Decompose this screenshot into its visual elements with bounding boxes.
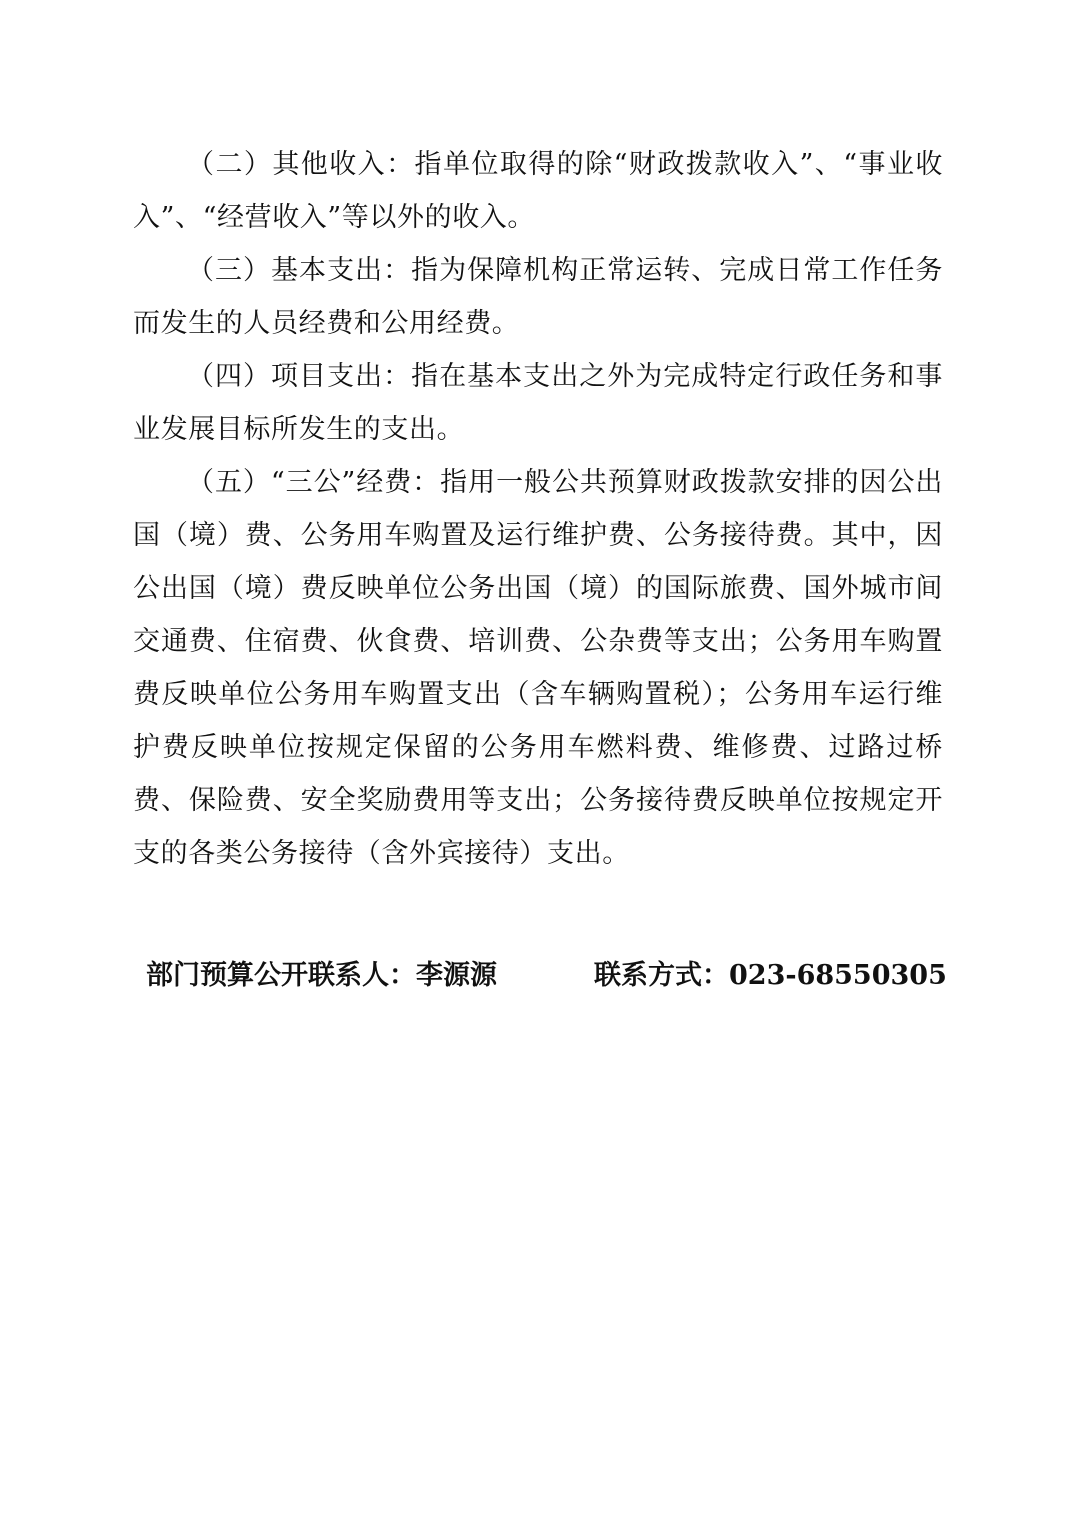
paragraph-basic-expenditure: （三）基本支出：指为保障机构正常运转、完成日常工作任务而发生的人员经费和公用经费。 [133, 255, 943, 339]
document-body [133, 138, 943, 880]
paragraph-three-public-expenses: （五）“三公”经费：指用一般公共预算财政拨款安排的因公出国（境）费、公务用车购置及运行维护费、公务接待费。其中，因公出国（境）费反映单位公务出国（境）的国际旅费、国外城市间交通费、住宿费、伙食费、培训费、公杂费等支出；公务用车购置费反映单位公务用车购置支出（含车辆购置税）；公务用车运行维护费反映单位按规定保留的公务用车燃料费、维修费、过路过桥费、保险费、安全奖励费用等支出；公务接待费反映单位按规定开支的各类公务接待（含外宾接待）支出。 [133, 467, 943, 869]
paragraph-other-income: （二）其他收入：指单位取得的除“财政拨款收入”、“事业收入”、“经营收入”等以外的收入。 [133, 149, 943, 233]
contact-line [146, 951, 947, 1001]
paragraph-project-expenditure: （四）项目支出：指在基本支出之外为完成特定行政任务和事业发展目标所发生的支出。 [133, 361, 943, 445]
contact-phone: 联系方式：023-68550305 [594, 960, 947, 991]
contact-person: 部门预算公开联系人：李源源 [146, 960, 497, 991]
